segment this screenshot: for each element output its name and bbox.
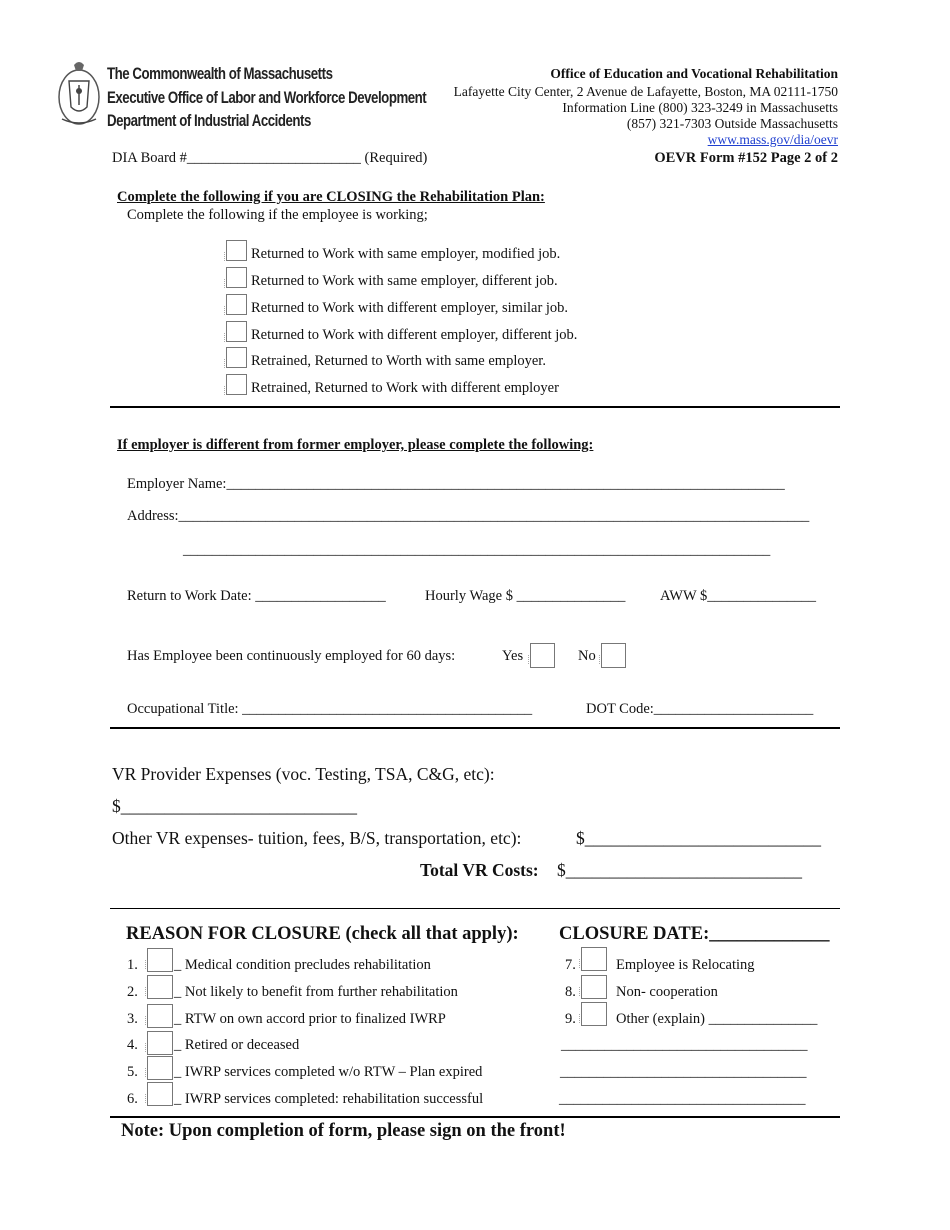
employer-name-field[interactable]: Employer Name:_____________________________________________________________________________ bbox=[127, 476, 785, 492]
aww-field[interactable]: AWW $_______________ bbox=[660, 588, 817, 604]
checkbox-rtw-diff-different[interactable] bbox=[226, 321, 247, 342]
reason-heading: REASON FOR CLOSURE (check all that apply): bbox=[126, 924, 519, 944]
closing-heading: Complete the following if you are CLOSING the Rehabilitation Plan: bbox=[117, 189, 545, 205]
website-link[interactable]: www.mass.gov/dia/oevr bbox=[707, 132, 838, 147]
closing-subheading: Complete the following if the employee is working; bbox=[127, 207, 428, 223]
reason-7-text: Employee is Relocating bbox=[616, 957, 755, 973]
checkbox-continuous-yes[interactable] bbox=[530, 643, 555, 668]
other-expenses-field[interactable]: $___________________________ bbox=[576, 828, 821, 848]
option-rtw-diff-similar: Returned to Work with different employer, similar job. bbox=[251, 300, 569, 316]
form-id: OEVR Form #152 Page 2 of 2 bbox=[654, 150, 838, 166]
hourly-wage-field[interactable]: Hourly Wage $ _______________ bbox=[425, 588, 626, 604]
checkbox-rtw-same-different[interactable] bbox=[226, 267, 247, 288]
explain-line-1[interactable]: __________________________________ bbox=[561, 1037, 808, 1053]
option-rtw-same-modified: Returned to Work with same employer, modified job. bbox=[251, 246, 561, 262]
explain-line-2[interactable]: __________________________________ bbox=[560, 1064, 807, 1080]
section-divider bbox=[110, 406, 840, 408]
closure-date-field[interactable]: CLOSURE DATE:_____________ bbox=[559, 924, 830, 944]
agency-line-eolwd: Executive Office of Labor and Workforce Development bbox=[107, 88, 427, 107]
office-title: Office of Education and Vocational Rehabilitation bbox=[550, 66, 838, 81]
reason-9-num: 9. bbox=[565, 1011, 576, 1027]
section-divider bbox=[110, 727, 840, 729]
total-costs-field[interactable]: $___________________________ bbox=[557, 860, 802, 880]
reason-2-text: _ Not likely to benefit from further rehabilitation bbox=[174, 984, 458, 1000]
section-divider bbox=[110, 908, 840, 909]
checkbox-reason-6[interactable] bbox=[147, 1082, 173, 1106]
agency-line-dia: Department of Industrial Accidents bbox=[107, 111, 311, 130]
checkbox-continuous-no[interactable] bbox=[601, 643, 626, 668]
other-expenses-label: Other VR expenses- tuition, fees, B/S, transportation, etc): bbox=[112, 828, 522, 848]
reason-1-text: _ Medical condition precludes rehabilitation bbox=[174, 957, 431, 973]
option-rtw-same-different: Returned to Work with same employer, different job. bbox=[251, 273, 558, 289]
reason-6-num: 6. bbox=[127, 1091, 138, 1107]
agency-line-commonwealth: The Commonwealth of Massachusetts bbox=[107, 64, 333, 83]
checkbox-retrained-same[interactable] bbox=[226, 347, 247, 368]
checkbox-reason-3[interactable] bbox=[147, 1004, 173, 1028]
checkbox-reason-2[interactable] bbox=[147, 975, 173, 999]
reason-2-num: 2. bbox=[127, 984, 138, 1000]
dia-board-field[interactable]: DIA Board #________________________ (Required) bbox=[112, 150, 428, 166]
reason-5-num: 5. bbox=[127, 1064, 138, 1080]
address-field[interactable]: Address:_______________________________________________________________________________________ bbox=[127, 508, 810, 524]
reason-8-num: 8. bbox=[565, 984, 576, 1000]
checkbox-reason-1[interactable] bbox=[147, 948, 173, 972]
reason-8-text: Non- cooperation bbox=[616, 984, 718, 1000]
checkbox-rtw-same-modified[interactable] bbox=[226, 240, 247, 261]
total-costs-label: Total VR Costs: bbox=[420, 860, 539, 880]
employer-heading: If employer is different from former employer, please complete the following: bbox=[117, 437, 594, 453]
checkbox-reason-9[interactable] bbox=[581, 1002, 607, 1026]
office-info-line: Information Line (800) 323-3249 in Massachusetts bbox=[562, 100, 838, 115]
reason-7-num: 7. bbox=[565, 957, 576, 973]
checkbox-reason-8[interactable] bbox=[581, 975, 607, 999]
provider-expenses-label: VR Provider Expenses (voc. Testing, TSA, C&G, etc): bbox=[112, 764, 495, 784]
checkbox-reason-7[interactable] bbox=[581, 947, 607, 971]
office-address: Lafayette City Center, 2 Avenue de Lafayette, Boston, MA 02111-1750 bbox=[453, 84, 838, 99]
reason-3-num: 3. bbox=[127, 1011, 138, 1027]
explain-line-3[interactable]: __________________________________ bbox=[559, 1091, 806, 1107]
reason-3-text: _ RTW on own accord prior to finalized IWRP bbox=[174, 1011, 446, 1027]
reason-6-text: _ IWRP services completed: rehabilitation successful bbox=[174, 1091, 484, 1107]
continuous-employment-label: Has Employee been continuously employed for 60 days: bbox=[127, 648, 456, 664]
reason-4-text: _ Retired or deceased bbox=[174, 1037, 300, 1053]
reason-5-text: _ IWRP services completed w/o RTW – Plan expired bbox=[174, 1064, 483, 1080]
occupational-title-field[interactable]: Occupational Title: ________________________________________ bbox=[127, 701, 533, 717]
checkbox-rtw-diff-similar[interactable] bbox=[226, 294, 247, 315]
dot-code-field[interactable]: DOT Code:______________________ bbox=[586, 701, 814, 717]
option-retrained-different: Retrained, Returned to Work with different employer bbox=[251, 380, 559, 396]
provider-expenses-field[interactable]: $___________________________ bbox=[112, 796, 357, 816]
office-outside-line: (857) 321-7303 Outside Massachusetts bbox=[626, 116, 838, 131]
no-label: No bbox=[578, 648, 596, 664]
footer-note: Note: Upon completion of form, please sign on the front! bbox=[121, 1121, 566, 1141]
rtw-date-field[interactable]: Return to Work Date: __________________ bbox=[127, 588, 386, 604]
checkbox-reason-4[interactable] bbox=[147, 1031, 173, 1055]
commonwealth-seal-icon bbox=[56, 57, 102, 129]
section-divider bbox=[110, 1116, 840, 1118]
option-retrained-same: Retrained, Returned to Worth with same employer. bbox=[251, 353, 546, 369]
checkbox-reason-5[interactable] bbox=[147, 1056, 173, 1080]
checkbox-retrained-different[interactable] bbox=[226, 374, 247, 395]
reason-1-num: 1. bbox=[127, 957, 138, 973]
option-rtw-diff-different: Returned to Work with different employer, different job. bbox=[251, 327, 578, 343]
address-line-2[interactable]: _________________________________________________________________________________ bbox=[183, 542, 771, 558]
reason-4-num: 4. bbox=[127, 1037, 138, 1053]
yes-label: Yes bbox=[502, 648, 524, 664]
reason-9-text[interactable]: Other (explain) _______________ bbox=[616, 1011, 818, 1027]
